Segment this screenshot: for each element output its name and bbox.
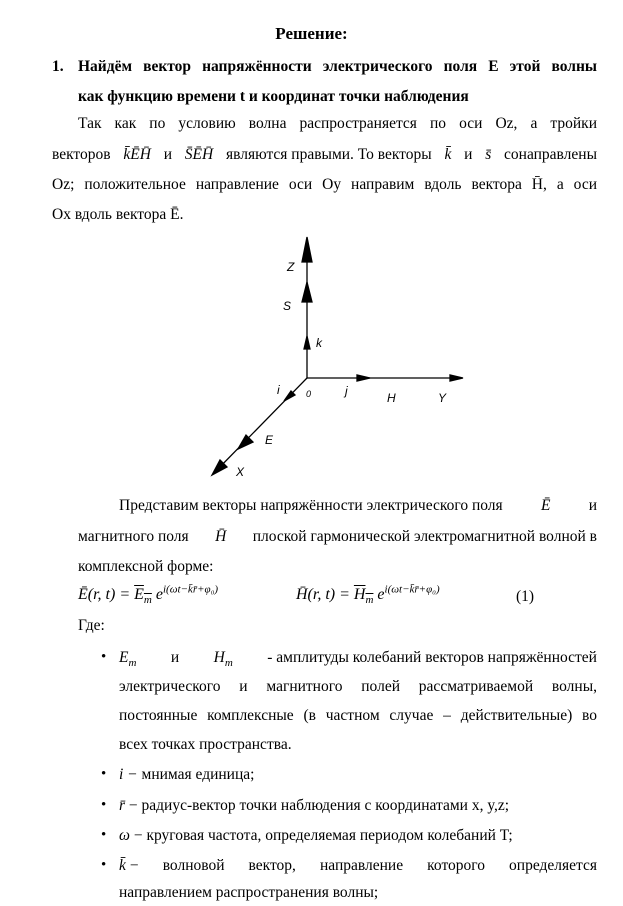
label-x: X bbox=[236, 465, 245, 479]
page-title: Решение: bbox=[275, 24, 348, 43]
math-E: Ē bbox=[540, 497, 551, 514]
math-k: k̄ bbox=[444, 146, 452, 163]
label-origin: 0 bbox=[306, 389, 312, 399]
para1-line2: векторов k̄ĒH̄ и S̄ĒH̄ являются правыми. То векторы k̄ и s̄ сонаправлены bbox=[52, 146, 597, 163]
label-j: j bbox=[345, 384, 348, 398]
para2-line1: Представим векторы напряжённости электрического поля Ē и bbox=[119, 497, 597, 514]
para2-line3: комплексной форме: bbox=[78, 558, 214, 575]
math-s: s̄ bbox=[485, 146, 492, 163]
label-i: i bbox=[277, 383, 280, 397]
formula-e: Ē(r, $t) = E_m$ $e^{i(\omega t-k̄r̄+\varphi_0)}$ bbox=[78, 583, 219, 607]
bullet5-line1: k̄ − волновой вектор, направление которого определяется bbox=[119, 857, 597, 874]
para1-line1: Так как по условию волна распространяется по оси Oz, а тройки bbox=[78, 115, 597, 132]
math-H: H̄ bbox=[215, 528, 227, 545]
formula-h: H̄(r, $t) = H_m$ $e^{i(\omega t-k̄r̄+\varphi_0)}$ bbox=[296, 583, 440, 607]
label-s: S bbox=[283, 299, 292, 313]
bullet-dot: • bbox=[101, 827, 107, 843]
label-z: Z bbox=[287, 260, 295, 274]
z-arrowhead bbox=[302, 237, 312, 262]
para1-line4: Ox вдоль вектора Ē. bbox=[52, 206, 184, 223]
math-seh: S̄ĒH̄ bbox=[184, 146, 214, 163]
formula-number: (1) bbox=[516, 588, 535, 605]
bullet-dot: • bbox=[101, 766, 107, 782]
bullet1-line3: постоянные комплексные (в частном случае – действительные) во bbox=[119, 707, 597, 724]
label-h: H bbox=[387, 391, 396, 405]
bullet1-line1: $E_m$ и $H_m$ - амплитуды колебаний векторов напряжённостей bbox=[119, 649, 597, 670]
bullet2: i − мнимая единица; bbox=[119, 766, 255, 783]
where-label: Где: bbox=[78, 617, 105, 634]
bullet-dot: • bbox=[101, 797, 107, 813]
label-e: E bbox=[265, 433, 274, 447]
bullet-dot: • bbox=[101, 649, 107, 665]
i-arrowhead bbox=[284, 391, 295, 401]
para1-line3: Oz; положительное направление оси Oy направим вдоль вектора H̄, а оси bbox=[52, 176, 597, 193]
y-arrowhead bbox=[450, 375, 463, 381]
s-arrowhead bbox=[302, 282, 312, 302]
j-arrowhead bbox=[357, 375, 370, 381]
math-keh: k̄ĒH̄ bbox=[123, 146, 151, 163]
label-k: k bbox=[316, 336, 322, 350]
section-heading-line1: Найдём вектор напряжённости электрического поля E этой волны bbox=[78, 58, 597, 75]
bullet1-line4: всех точках пространства. bbox=[119, 736, 292, 753]
k-arrowhead bbox=[304, 336, 310, 349]
section-number: 1. bbox=[52, 58, 64, 75]
bullet3: r̄ − радиус-вектор точки наблюдения с координатами x, y,z; bbox=[119, 797, 510, 814]
label-y: Y bbox=[438, 391, 447, 405]
bullet1-line2: электрического и магнитного полей рассматриваемой волны, bbox=[119, 678, 597, 695]
e-arrowhead bbox=[238, 435, 253, 449]
section-heading-line2: как функцию времени t и координат точки наблюдения bbox=[78, 88, 469, 105]
para2-line2: магнитного поля H̄ плоской гармонической электромагнитной волной в bbox=[78, 528, 597, 545]
bullet5-line2: направлением распространения волны; bbox=[119, 884, 379, 901]
bullet-dot: • bbox=[101, 857, 107, 873]
bullet4: ω − круговая частота, определяемая периодом колебаний T; bbox=[119, 827, 513, 844]
